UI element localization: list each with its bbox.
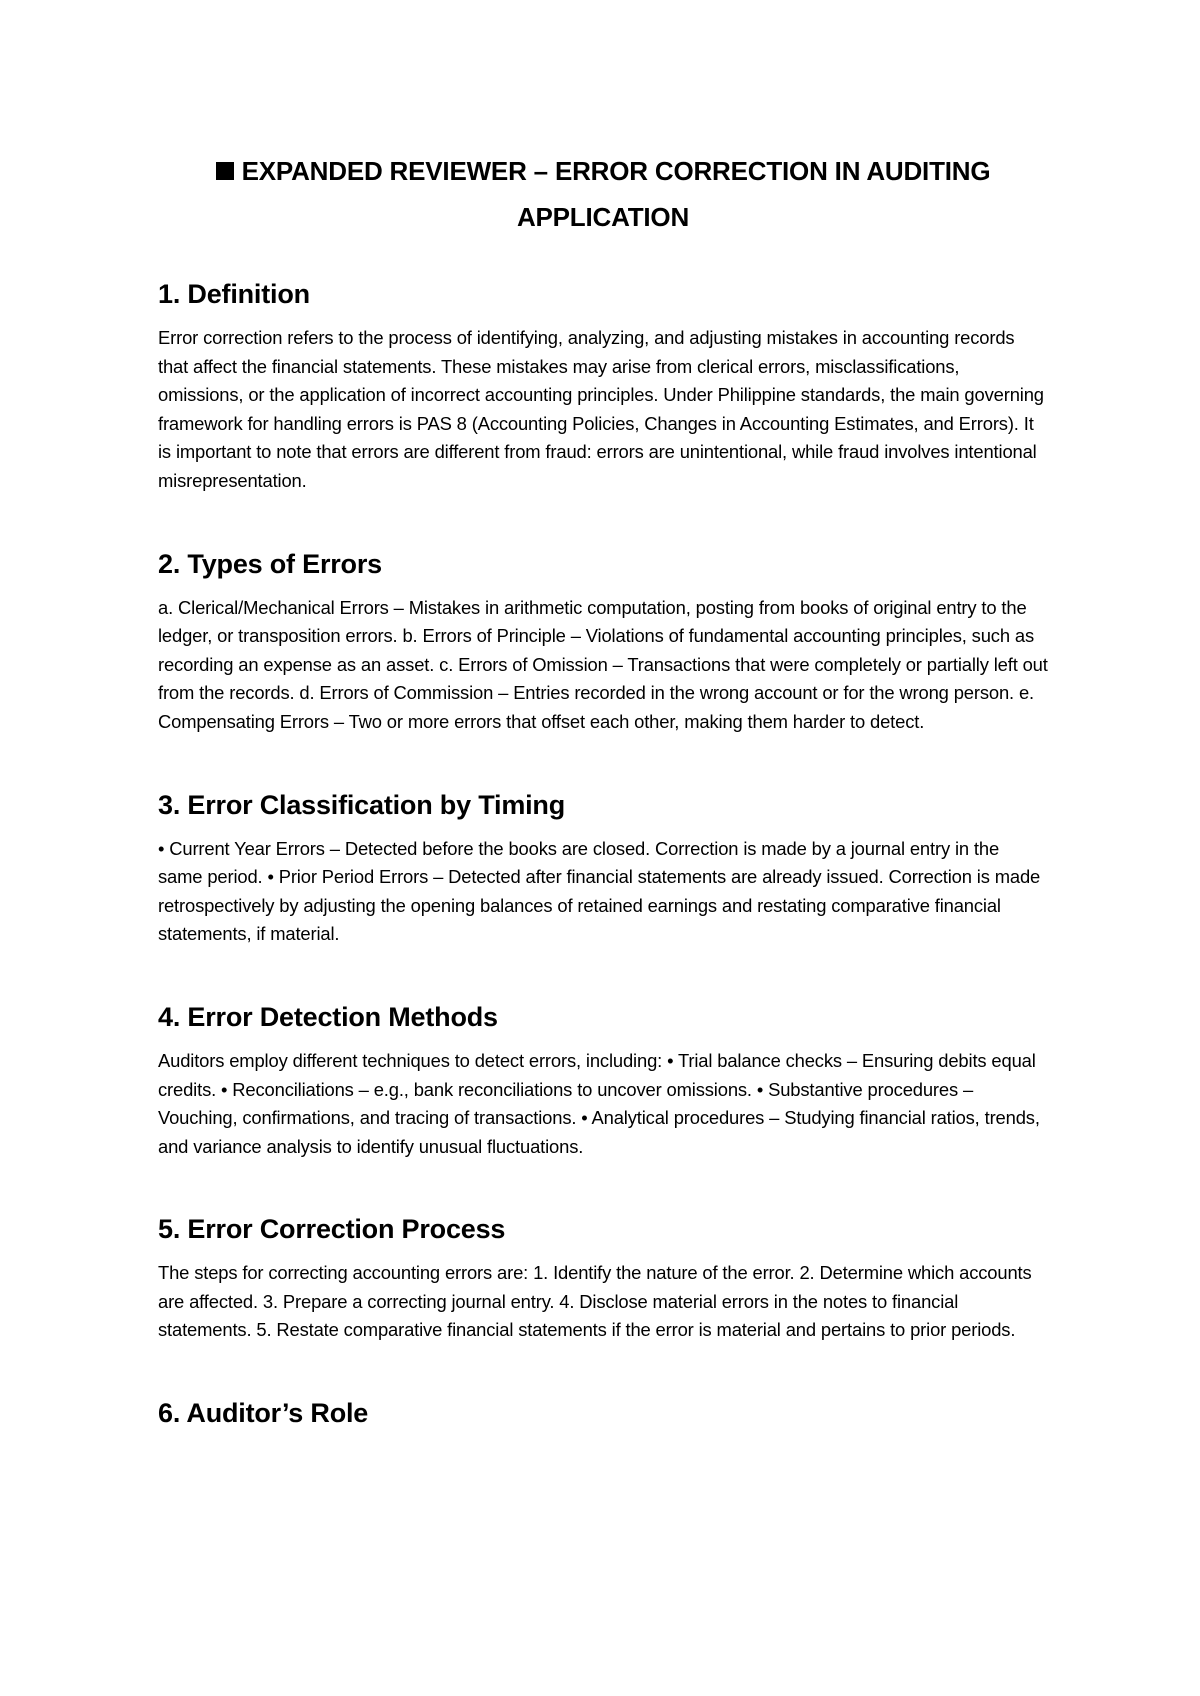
- section-heading: 2. Types of Errors: [158, 548, 382, 579]
- section-body: • Current Year Errors – Detected before the books are closed. Correction is made by a journal entry in the same period. • Prior Period Errors – Detected after financial statements are already issued. Correction is made retrospectively by adjusting the opening balances of retained earnings and restating comparative financial statements, if material.: [158, 837, 1041, 945]
- section-auditors-role: [158, 1397, 1048, 1429]
- section-heading: 5. Error Correction Process: [158, 1214, 506, 1245]
- section-heading: 6. Auditor’s Role: [158, 1398, 369, 1429]
- section-heading: 4. Error Detection Methods: [158, 1001, 498, 1032]
- section-error-detection: [158, 1001, 1048, 1161]
- section-definition: [158, 278, 1048, 496]
- section-types-of-errors: [158, 548, 1048, 737]
- section-heading: 1. Definition: [158, 279, 310, 309]
- section-error-classification: [158, 789, 1048, 949]
- section-error-correction-process: [158, 1213, 1048, 1345]
- section-heading: 3. Error Classification by Timing: [158, 789, 566, 820]
- section-body: The steps for correcting accounting errors are: 1. Identify the nature of the error. 2. Determine which accounts are affected. 3. Prepare a correcting journal entry. 4. Disclose material errors in the notes to financial statements. 5. Restate comparative financial statements if the error is material and pertains to prior periods.: [158, 1262, 1032, 1341]
- document-title: [158, 148, 1048, 240]
- section-body: Auditors employ different techniques to detect errors, including: • Trial balance checks – Ensuring debits equal credits. • Reconciliations – e.g., bank reconciliations to uncover omissions. • Substantive procedures – Vouching, confirmations, and tracing of transactions. • Analytical procedures – Studying financial ratios, trends, and variance analysis to identify unusual fluctuations.: [158, 1049, 1040, 1157]
- section-body: Error correction refers to the process of identifying, analyzing, and adjusting mistakes in accounting records that affect the financial statements. These mistakes may arise from clerical errors, misclassifications, omissions, or the application of incorrect accounting principles. Under Philippine standards, the main governing framework for handling errors is PAS 8 (Accounting Policies, Changes in Accounting Estimates, and Errors). It is important to note that errors are different from fraud: errors are unintentional, while fraud involves intentional misrepresentation.: [158, 327, 1044, 491]
- document-page: [158, 148, 1048, 1443]
- black-square-icon: [216, 162, 234, 180]
- section-body: a. Clerical/Mechanical Errors – Mistakes in arithmetic computation, posting from books of original entry to the ledger, or transposition errors. b. Errors of Principle – Violations of fundamental accounting principles, such as recording an expense as an asset. c. Errors of Omission – Transactions that were completely or partially left out from the records. d. Errors of Commission – Entries recorded in the wrong account or for the wrong person. e. Compensating Errors – Two or more errors that offset each other, making them harder to detect.: [158, 596, 1048, 732]
- document-title-text: EXPANDED REVIEWER – ERROR CORRECTION IN AUDITING APPLICATION: [241, 156, 991, 232]
